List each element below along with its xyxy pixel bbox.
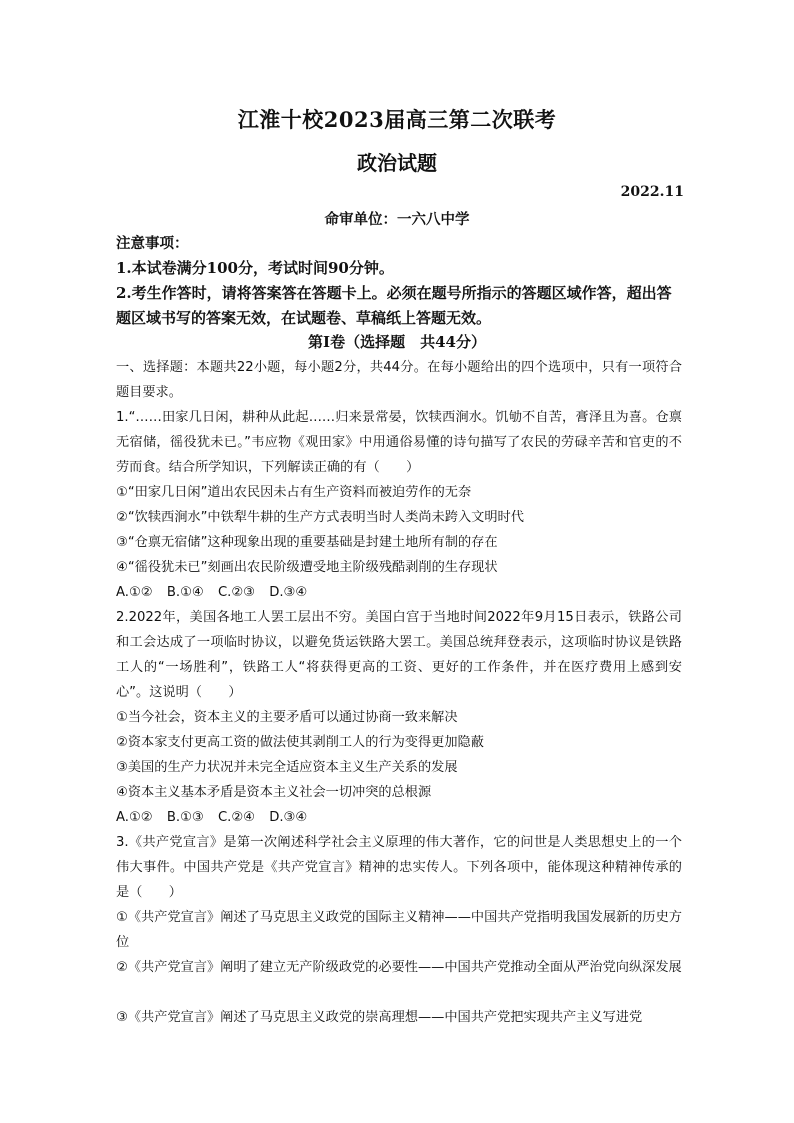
notice-heading: 注意事项： [116,235,189,252]
question-1-answers [116,580,682,605]
question-1-answer-c: C.②③ [217,585,255,600]
question-3-stem: 3.《共产党宣言》是第一次阐述科学社会主义原理的伟大著作，它的问世是人类思想史上的一个伟大事件。中国共产党是《共产党宣言》精神的忠实传人。下列各项中，能体现这种精神传承的是（ ） [116,835,682,900]
question-2-answer-c: C.②④ [217,810,255,825]
question-1-option-1: ①“田家几日闲”道出农民因未占有生产资料而被迫劳作的无奈 [116,485,472,500]
question-3-option-1: ①《共产党宣言》阐述了马克思主义政党的国际主义精神——中国共产党指明我国发展新的历史方位 [116,910,682,950]
question-2-option-4: ④资本主义基本矛盾是资本主义社会一切冲突的总根源 [116,785,432,800]
question-2-answer-b: B.①③ [166,810,204,825]
notice-item-2: 2.考生作答时，请将答案答在答题卡上。必须在题号所指示的答题区域作答，超出答题区域书写的答案无效，在试题卷、草稿纸上答题无效。 [116,284,672,327]
question-1-option-4: ④“徭役犹未已”刻画出农民阶级遭受地主阶级残酷剥削的生存现状 [116,560,498,575]
question-2-answers [116,805,682,830]
exam-title: 江淮十校2023届高三第二次联考 [237,107,557,132]
question-2-option-3: ③美国的生产力状况并未完全适应资本主义生产关系的发展 [116,760,458,775]
question-1-answer-b: B.①④ [166,585,204,600]
compiling-unit: 命审单位：一六八中学 [324,211,470,228]
question-1-answer-a: A.①② [116,585,153,600]
question-2-stem: 2.2022年，美国各地工人罢工层出不穷。美国白宫于当地时间2022年9月15日表示，铁路公司和工会达成了一项临时协议，以避免货运铁路大罢工。美国总统拜登表示，这项临时协议是铁路工人的“一场胜利”，铁路工人“将获得更高的工资、更好的工作条件，并在医疗费用上感到安心”。这说明（ ） [116,610,682,700]
question-2-option-2: ②资本家支付更高工资的做法使其剥削工人的行为变得更加隐蔽 [116,735,484,750]
section-instruction: 一、选择题：本题共22小题，每小题2分，共44分。在每小题给出的四个选项中，只有一项符合题目要求。 [116,360,682,400]
question-3-option-3: ③《共产党宣言》阐述了马克思主义政党的崇高理想——中国共产党把实现共产主义写进党 [116,1010,643,1025]
exam-date: 2022.11 [620,184,684,200]
exam-subtitle: 政治试题 [357,151,437,175]
question-1-answer-d: D.③④ [269,585,308,600]
question-2-option-1: ①当今社会，资本主义的主要矛盾可以通过协商一致来解决 [116,710,458,725]
question-1-option-2: ②“饮犊西涧水”中铁犁牛耕的生产方式表明当时人类尚未跨入文明时代 [116,510,524,525]
question-1-option-3: ③“仓禀无宿储”这种现象出现的重要基础是封建土地所有制的存在 [116,535,498,550]
question-2-answer-d: D.③④ [269,810,308,825]
question-2-answer-a: A.①② [116,810,153,825]
question-1-stem: 1.“……田家几日闲，耕种从此起……归来景常晏，饮犊西涧水。饥劬不自苦，膏泽且为喜。仓禀无宿储，徭役犹未已。”韦应物《观田家》中用通俗易懂的诗句描写了农民的劳碌辛苦和官吏的不劳而食。结合所学知识，下列解读正确的有（ ） [116,410,682,475]
notice-item-1: 1.本试卷满分100分，考试时间90分钟。 [116,259,394,277]
section-title: 第Ⅰ卷（选择题 共44分） [308,333,486,351]
question-3-option-2: ②《共产党宣言》阐明了建立无产阶级政党的必要性——中国共产党推动全面从严治党向纵深发展 [116,960,682,975]
